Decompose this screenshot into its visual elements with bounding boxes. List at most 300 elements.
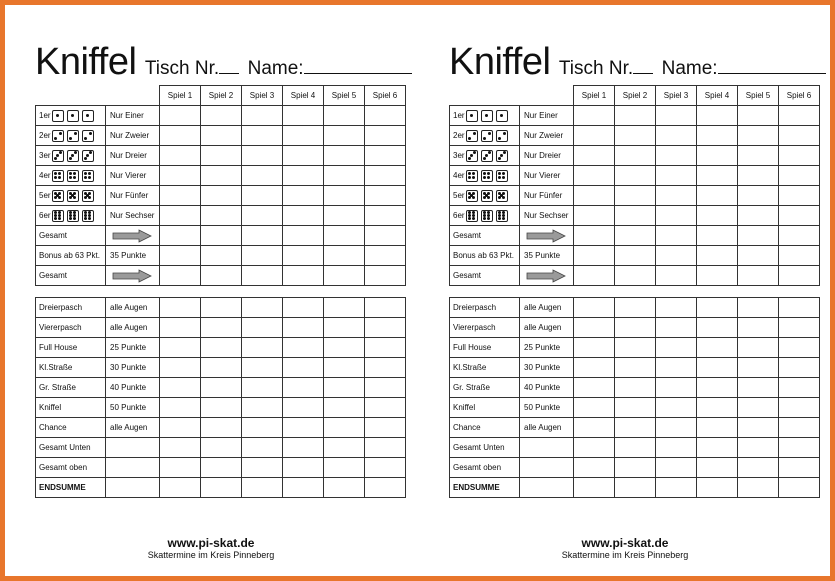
- card-title: [35, 41, 412, 84]
- die-1-icon: [481, 110, 493, 122]
- score-cell[interactable]: [574, 146, 615, 166]
- dice-group: [466, 150, 508, 162]
- score-cell[interactable]: [283, 166, 324, 186]
- score-cell[interactable]: [242, 166, 283, 186]
- score-cell[interactable]: [574, 378, 615, 398]
- score-cell[interactable]: [242, 398, 283, 418]
- lower-row: [450, 358, 820, 378]
- score-cell[interactable]: [201, 338, 242, 358]
- score-cell[interactable]: [365, 126, 406, 146]
- score-cell[interactable]: [324, 458, 365, 478]
- score-cell[interactable]: [201, 146, 242, 166]
- score-cell[interactable]: [779, 266, 820, 286]
- score-cell[interactable]: [160, 246, 201, 266]
- score-cell[interactable]: [697, 266, 738, 286]
- score-cell[interactable]: [160, 266, 201, 286]
- score-cell[interactable]: [738, 206, 779, 226]
- game-header-2: Spiel 2: [615, 86, 656, 106]
- score-cell[interactable]: [697, 378, 738, 398]
- score-cell[interactable]: [738, 478, 779, 498]
- row-description: 30 Punkte: [106, 358, 160, 378]
- score-cell[interactable]: [697, 458, 738, 478]
- score-cell[interactable]: [324, 226, 365, 246]
- row-description: Nur Zweier: [520, 126, 574, 146]
- score-cell[interactable]: [574, 458, 615, 478]
- score-cell[interactable]: [283, 378, 324, 398]
- score-cell[interactable]: [615, 478, 656, 498]
- score-cell[interactable]: [201, 438, 242, 458]
- row-description: Nur Dreier: [520, 146, 574, 166]
- score-cell[interactable]: [779, 246, 820, 266]
- row-description: 40 Punkte: [106, 378, 160, 398]
- score-cell[interactable]: [365, 338, 406, 358]
- score-cell[interactable]: [779, 398, 820, 418]
- row-label: Viererpasch: [450, 318, 520, 338]
- score-cell[interactable]: [779, 226, 820, 246]
- die-3-icon: [52, 150, 64, 162]
- score-cell[interactable]: [615, 298, 656, 318]
- score-cell[interactable]: [738, 418, 779, 438]
- score-cell[interactable]: [574, 266, 615, 286]
- score-cell[interactable]: [324, 266, 365, 286]
- score-cell[interactable]: [656, 266, 697, 286]
- row-description: alle Augen: [520, 298, 574, 318]
- score-cell[interactable]: [738, 166, 779, 186]
- die-1-icon: [67, 110, 79, 122]
- row-description: Nur Fünfer: [520, 186, 574, 206]
- row-label: [36, 226, 106, 246]
- score-cell[interactable]: [574, 438, 615, 458]
- row-description: Nur Dreier: [106, 146, 160, 166]
- score-cell[interactable]: [738, 378, 779, 398]
- score-cell[interactable]: [324, 298, 365, 318]
- score-cell[interactable]: [324, 358, 365, 378]
- score-cell[interactable]: [160, 458, 201, 478]
- score-cell[interactable]: [656, 226, 697, 246]
- row-label: Gesamt oben: [450, 458, 520, 478]
- score-cell[interactable]: [697, 438, 738, 458]
- score-cell[interactable]: [160, 126, 201, 146]
- score-cell[interactable]: [574, 246, 615, 266]
- row-description: [520, 438, 574, 458]
- die-2-icon: [496, 130, 508, 142]
- row-label: [36, 106, 106, 126]
- row-label-text: Gesamt: [39, 271, 68, 280]
- score-cell[interactable]: [283, 438, 324, 458]
- score-cell[interactable]: [201, 126, 242, 146]
- score-cell[interactable]: [365, 186, 406, 206]
- row-label: Gesamt Unten: [450, 438, 520, 458]
- die-6-icon: [82, 210, 94, 222]
- score-cell[interactable]: [779, 418, 820, 438]
- score-cell[interactable]: [738, 298, 779, 318]
- score-cell[interactable]: [160, 186, 201, 206]
- score-cell[interactable]: [697, 478, 738, 498]
- score-cell[interactable]: [738, 126, 779, 146]
- score-cell[interactable]: [615, 458, 656, 478]
- score-cell[interactable]: [201, 206, 242, 226]
- score-cell[interactable]: [283, 418, 324, 438]
- score-cell[interactable]: [574, 358, 615, 378]
- score-cell[interactable]: [738, 106, 779, 126]
- score-cell[interactable]: [365, 146, 406, 166]
- score-cell[interactable]: [615, 438, 656, 458]
- score-cell[interactable]: [201, 106, 242, 126]
- score-cell[interactable]: [201, 378, 242, 398]
- score-cell[interactable]: [201, 166, 242, 186]
- score-cell[interactable]: [365, 418, 406, 438]
- score-cell[interactable]: [324, 418, 365, 438]
- score-cell[interactable]: [324, 106, 365, 126]
- row-description: Nur Sechser: [106, 206, 160, 226]
- upper-row: [450, 186, 820, 206]
- score-cell[interactable]: [779, 298, 820, 318]
- score-cell[interactable]: [201, 186, 242, 206]
- row-description: 35 Punkte: [520, 246, 574, 266]
- score-cell[interactable]: [242, 106, 283, 126]
- row-label: Gesamt Unten: [36, 438, 106, 458]
- die-4-icon: [67, 170, 79, 182]
- score-cell[interactable]: [283, 266, 324, 286]
- score-cell[interactable]: [779, 318, 820, 338]
- row-description: 25 Punkte: [106, 338, 160, 358]
- score-cell[interactable]: [283, 398, 324, 418]
- row-description: 30 Punkte: [520, 358, 574, 378]
- score-cell[interactable]: [615, 318, 656, 338]
- die-1-icon: [496, 110, 508, 122]
- score-cell[interactable]: [324, 438, 365, 458]
- score-cell[interactable]: [738, 318, 779, 338]
- score-cell[interactable]: [738, 338, 779, 358]
- score-cell[interactable]: [283, 458, 324, 478]
- score-cell[interactable]: [615, 146, 656, 166]
- score-cell[interactable]: [242, 438, 283, 458]
- row-label-text: 1er: [39, 110, 51, 120]
- score-cell[interactable]: [283, 358, 324, 378]
- score-cell[interactable]: [160, 298, 201, 318]
- score-cell[interactable]: [242, 418, 283, 438]
- die-3-icon: [67, 150, 79, 162]
- right-arrow-icon: [526, 269, 566, 283]
- score-cell[interactable]: [242, 246, 283, 266]
- score-cell[interactable]: [574, 126, 615, 146]
- row-description: 50 Punkte: [106, 398, 160, 418]
- lower-row: [450, 398, 820, 418]
- die-6-icon: [466, 210, 478, 222]
- score-cell[interactable]: [160, 206, 201, 226]
- score-cell[interactable]: [160, 226, 201, 246]
- row-description: Nur Fünfer: [106, 186, 160, 206]
- table-number-label: Tisch Nr.: [144, 58, 220, 79]
- score-cell[interactable]: [160, 146, 201, 166]
- score-cell[interactable]: [283, 478, 324, 498]
- score-cell[interactable]: [779, 206, 820, 226]
- score-cell[interactable]: [365, 318, 406, 338]
- score-cell[interactable]: [283, 338, 324, 358]
- score-cell[interactable]: [365, 226, 406, 246]
- score-cell[interactable]: [283, 226, 324, 246]
- score-cell[interactable]: [697, 186, 738, 206]
- score-cell[interactable]: [779, 478, 820, 498]
- score-cell[interactable]: [779, 438, 820, 458]
- dice-group: [466, 210, 508, 222]
- row-label: Viererpasch: [36, 318, 106, 338]
- score-cell[interactable]: [201, 458, 242, 478]
- score-cell[interactable]: [779, 338, 820, 358]
- score-cell[interactable]: [779, 126, 820, 146]
- score-cell[interactable]: [283, 146, 324, 166]
- score-cell[interactable]: [242, 378, 283, 398]
- score-cell[interactable]: [242, 478, 283, 498]
- die-5-icon: [52, 190, 64, 202]
- score-cell[interactable]: [779, 186, 820, 206]
- lower-row: [36, 358, 406, 378]
- score-cell[interactable]: [365, 438, 406, 458]
- score-cell[interactable]: [201, 226, 242, 246]
- score-cell[interactable]: [365, 298, 406, 318]
- score-cell[interactable]: [574, 478, 615, 498]
- score-cell[interactable]: [283, 298, 324, 318]
- score-cell[interactable]: [283, 126, 324, 146]
- score-cell[interactable]: [738, 246, 779, 266]
- score-cell[interactable]: [242, 146, 283, 166]
- row-label: [450, 126, 520, 146]
- score-cell[interactable]: [160, 438, 201, 458]
- die-6-icon: [481, 210, 493, 222]
- score-cell[interactable]: [160, 398, 201, 418]
- score-cell[interactable]: [574, 398, 615, 418]
- score-cell[interactable]: [697, 146, 738, 166]
- row-description: [520, 478, 574, 498]
- right-arrow-icon: [112, 269, 152, 283]
- score-cell[interactable]: [697, 206, 738, 226]
- score-cell[interactable]: [697, 318, 738, 338]
- score-cell[interactable]: [574, 226, 615, 246]
- score-cell[interactable]: [283, 246, 324, 266]
- score-cell[interactable]: [656, 186, 697, 206]
- score-cell[interactable]: [656, 438, 697, 458]
- dice-group: [466, 190, 508, 202]
- score-cell[interactable]: [615, 418, 656, 438]
- score-cell[interactable]: [656, 378, 697, 398]
- score-cell[interactable]: [201, 358, 242, 378]
- score-cell[interactable]: [697, 246, 738, 266]
- score-cell[interactable]: [615, 126, 656, 146]
- score-cell[interactable]: [365, 266, 406, 286]
- score-cell[interactable]: [697, 418, 738, 438]
- score-cell[interactable]: [574, 206, 615, 226]
- score-cell[interactable]: [574, 166, 615, 186]
- row-label: Dreierpasch: [36, 298, 106, 318]
- score-cell[interactable]: [160, 318, 201, 338]
- score-cell[interactable]: [242, 226, 283, 246]
- score-cell[interactable]: [242, 206, 283, 226]
- score-cell[interactable]: [242, 458, 283, 478]
- score-cell[interactable]: [160, 338, 201, 358]
- score-cell[interactable]: [324, 318, 365, 338]
- row-description: alle Augen: [106, 298, 160, 318]
- score-cell[interactable]: [242, 126, 283, 146]
- score-cell[interactable]: [656, 246, 697, 266]
- score-cell[interactable]: [365, 106, 406, 126]
- score-cell[interactable]: [283, 318, 324, 338]
- lower-row: [36, 398, 406, 418]
- score-cell[interactable]: [160, 358, 201, 378]
- score-cell[interactable]: [201, 266, 242, 286]
- score-cell[interactable]: [365, 166, 406, 186]
- lower-section-table: [449, 297, 820, 498]
- score-cell[interactable]: [365, 478, 406, 498]
- score-cell[interactable]: [324, 126, 365, 146]
- score-cell[interactable]: [242, 358, 283, 378]
- row-description: Nur Vierer: [106, 166, 160, 186]
- score-cell[interactable]: [283, 186, 324, 206]
- score-cell[interactable]: [365, 206, 406, 226]
- row-label: Chance: [450, 418, 520, 438]
- upper-row: [450, 166, 820, 186]
- score-cell[interactable]: [242, 266, 283, 286]
- score-cell[interactable]: [615, 398, 656, 418]
- score-cell[interactable]: [574, 186, 615, 206]
- score-cell[interactable]: [656, 398, 697, 418]
- score-cell[interactable]: [201, 478, 242, 498]
- score-cell[interactable]: [615, 358, 656, 378]
- header-spacer: [106, 86, 160, 106]
- score-cell[interactable]: [324, 338, 365, 358]
- score-cell[interactable]: [242, 318, 283, 338]
- score-cell[interactable]: [574, 298, 615, 318]
- score-cell[interactable]: [365, 458, 406, 478]
- score-cell[interactable]: [656, 418, 697, 438]
- score-cell[interactable]: [779, 146, 820, 166]
- score-cell[interactable]: [779, 358, 820, 378]
- score-cell[interactable]: [697, 126, 738, 146]
- score-cell[interactable]: [615, 186, 656, 206]
- score-cell[interactable]: [656, 126, 697, 146]
- score-cell[interactable]: [697, 166, 738, 186]
- score-cell[interactable]: [201, 318, 242, 338]
- row-label-text: 2er: [453, 130, 465, 140]
- score-cell[interactable]: [242, 338, 283, 358]
- score-cell[interactable]: [283, 106, 324, 126]
- score-cell[interactable]: [779, 106, 820, 126]
- score-cell[interactable]: [324, 378, 365, 398]
- score-cell[interactable]: [324, 398, 365, 418]
- row-description: [520, 226, 574, 246]
- score-cell[interactable]: [656, 106, 697, 126]
- score-cell[interactable]: [574, 338, 615, 358]
- score-cell[interactable]: [738, 226, 779, 246]
- table-number-line: [633, 55, 653, 74]
- score-cell[interactable]: [656, 146, 697, 166]
- score-cell[interactable]: [283, 206, 324, 226]
- score-cell[interactable]: [697, 226, 738, 246]
- score-cell[interactable]: [324, 186, 365, 206]
- dice-group: [52, 170, 94, 182]
- score-cell[interactable]: [779, 378, 820, 398]
- score-cell[interactable]: [779, 166, 820, 186]
- score-cell[interactable]: [324, 246, 365, 266]
- score-cell[interactable]: [697, 338, 738, 358]
- score-cell[interactable]: [365, 378, 406, 398]
- row-label-text: Bonus ab 63 Pkt.: [453, 251, 514, 260]
- score-cell[interactable]: [656, 206, 697, 226]
- score-cell[interactable]: [201, 246, 242, 266]
- score-cell[interactable]: [160, 378, 201, 398]
- score-cell[interactable]: [324, 478, 365, 498]
- score-cell[interactable]: [574, 318, 615, 338]
- game-header-3: Spiel 3: [242, 86, 283, 106]
- score-cell[interactable]: [656, 318, 697, 338]
- game-header-5: Spiel 5: [738, 86, 779, 106]
- score-cell[interactable]: [160, 478, 201, 498]
- score-cell[interactable]: [615, 246, 656, 266]
- score-cell[interactable]: [656, 338, 697, 358]
- score-cell[interactable]: [656, 358, 697, 378]
- score-cell[interactable]: [656, 166, 697, 186]
- score-cell[interactable]: [365, 358, 406, 378]
- score-cell[interactable]: [738, 186, 779, 206]
- score-cell[interactable]: [201, 398, 242, 418]
- score-cell[interactable]: [697, 398, 738, 418]
- score-cell[interactable]: [324, 206, 365, 226]
- score-cell[interactable]: [160, 418, 201, 438]
- score-cell[interactable]: [615, 378, 656, 398]
- score-cell[interactable]: [738, 266, 779, 286]
- score-cell[interactable]: [656, 458, 697, 478]
- score-cell[interactable]: [615, 266, 656, 286]
- score-cell[interactable]: [160, 166, 201, 186]
- score-cell[interactable]: [697, 298, 738, 318]
- score-cell[interactable]: [160, 106, 201, 126]
- footer-text: Skattermine im Kreis Pinneberg: [561, 550, 689, 560]
- score-cell[interactable]: [615, 226, 656, 246]
- score-cell[interactable]: [738, 146, 779, 166]
- lower-row: [36, 478, 406, 498]
- score-cell[interactable]: [574, 106, 615, 126]
- score-cell[interactable]: [697, 358, 738, 378]
- score-cell[interactable]: [615, 166, 656, 186]
- card-title: [449, 41, 826, 84]
- score-cell[interactable]: [615, 338, 656, 358]
- row-description: Nur Einer: [106, 106, 160, 126]
- score-cell[interactable]: [738, 458, 779, 478]
- score-cell[interactable]: [201, 298, 242, 318]
- lower-row: [36, 438, 406, 458]
- score-cell[interactable]: [574, 418, 615, 438]
- score-cell[interactable]: [615, 106, 656, 126]
- score-cell[interactable]: [242, 186, 283, 206]
- score-cell[interactable]: [779, 458, 820, 478]
- score-cell[interactable]: [738, 398, 779, 418]
- lower-row: [450, 438, 820, 458]
- row-description: alle Augen: [520, 418, 574, 438]
- die-3-icon: [496, 150, 508, 162]
- score-cell[interactable]: [324, 146, 365, 166]
- score-cell[interactable]: [615, 206, 656, 226]
- score-cell[interactable]: [365, 398, 406, 418]
- score-cell[interactable]: [656, 298, 697, 318]
- row-label-text: 3er: [39, 150, 51, 160]
- score-cell[interactable]: [656, 478, 697, 498]
- score-cell[interactable]: [697, 106, 738, 126]
- score-cell[interactable]: [324, 166, 365, 186]
- score-cell[interactable]: [201, 418, 242, 438]
- score-cell[interactable]: [738, 438, 779, 458]
- score-cell[interactable]: [738, 358, 779, 378]
- score-cell[interactable]: [242, 298, 283, 318]
- score-cell[interactable]: [365, 246, 406, 266]
